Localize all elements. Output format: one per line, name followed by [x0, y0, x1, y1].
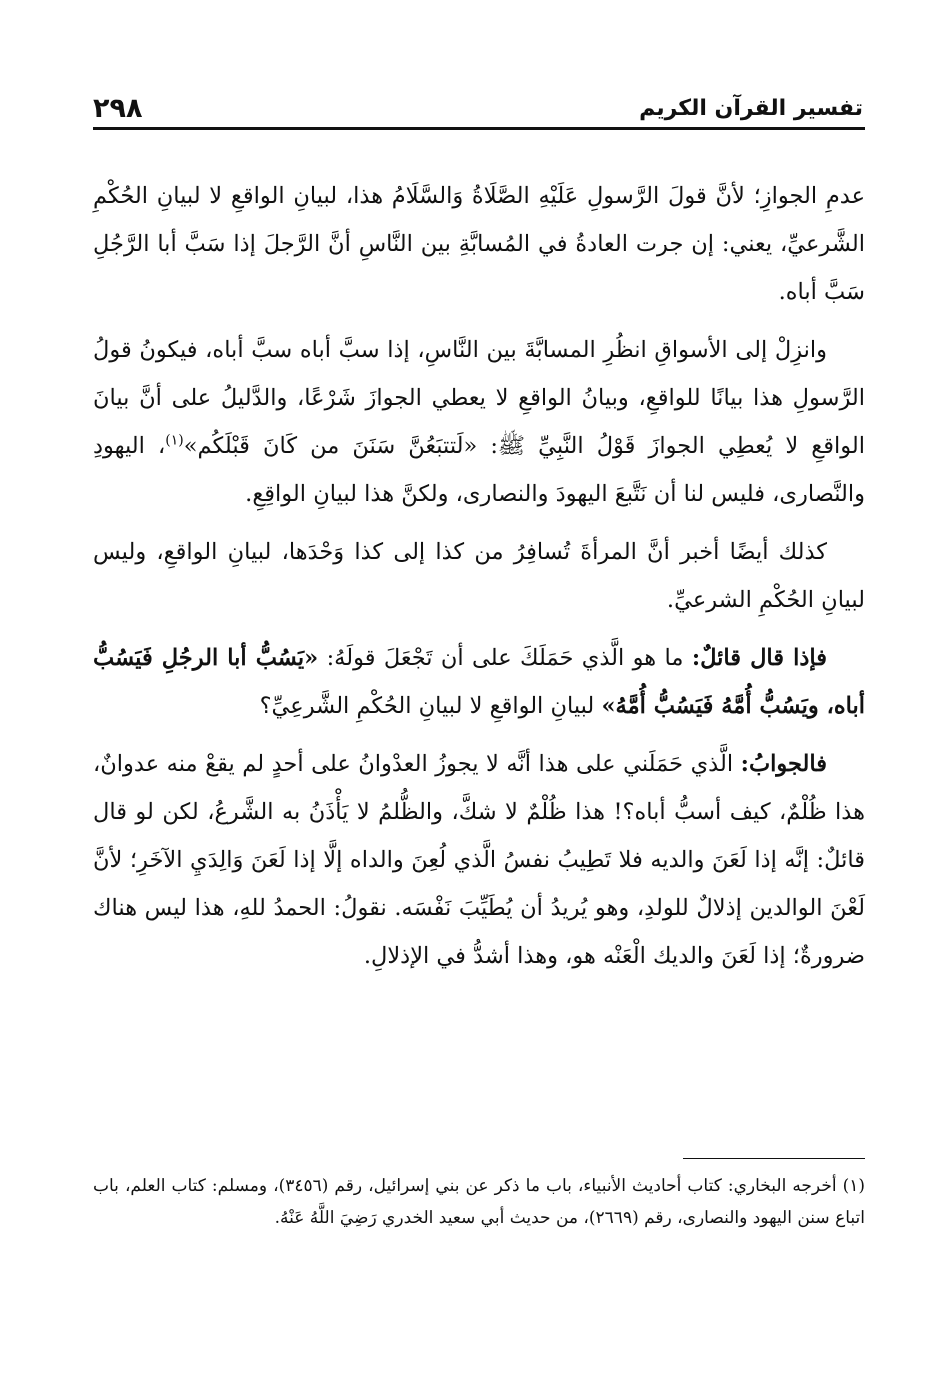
paragraph-2-text-a: وانزِلْ إلى الأسواقِ انظُرِ المسابَّةَ بين النَّاسِ، إذا سبَّ أباه سبَّ أباه، فيكونُ قولُ الرَّسولِ هذا بيانًا للواقعِ، وبيانُ الواقعِ لا يعطي الجوازَ شَرْعًا، والدَّليلُ على أنَّ بيانَ الواقعِ لا يُعطِي الجوازَ قَوْلُ النَّبِيِّ ﷺ: «لَتتبَعُنَّ سَنَنَ من كَانَ قَبْلَكُم» [93, 337, 866, 459]
paragraph-1-text: عدمِ الجوازِ؛ لأنَّ قولَ الرَّسولِ عَلَيْهِ الصَّلَاةُ وَالسَّلَامُ هذا، لبيانِ الواقعِ لا لبيانِ الحُكْمِ الشَّرعيِّ، يعني: إن جرت العادةُ في المُسابَّةِ بين النَّاسِ أنَّ الرَّجلَ إذا سَبَّ أبا الرَّجُلِ سَبَّ أباه. [93, 183, 865, 305]
question-lead: فإذا قال قائلٌ: [691, 645, 827, 671]
footnote-divider [683, 1158, 865, 1159]
paragraph-1 [93, 172, 865, 316]
footnote-1: (١) أخرجه البخاري: كتاب أحاديث الأنبياء، باب ما ذكر عن بني إسرائيل، رقم (٣٤٥٦)، ومسلم: كتاب العلم، باب اتباع سنن اليهود والنصارى، رقم (٢٦٦٩)، من حديث أبي سعيد الخدري رَضِيَ اللَّهُ عَنْهُ. [93, 1176, 865, 1228]
paragraph-2 [93, 326, 865, 518]
page-number: ٢٩٨ [93, 93, 143, 124]
paragraph-2-text-b: ، اليهودِ والنَّصارى، فليس لنا أن نَتَّبعَ اليهودَ والنصارى، ولكنَّ هذا لبيانِ الواقِعِ. [93, 433, 865, 507]
paragraph-4-text-b: لبيانِ الواقعِ لا لبيانِ الحُكْمِ الشَّرعِيِّ؟ [259, 693, 602, 719]
answer-lead: فالجوابُ: [740, 751, 827, 777]
paragraph-4-text-a: ما هو الَّذي حَمَلَكَ على أن تَجْعَلَ قولَهُ: [318, 645, 692, 671]
footnotes [93, 1170, 865, 1234]
running-title: تفسير القرآن الكريم [639, 96, 863, 121]
hadith-quote: «يَسُبُّ أبا الرجُلِ فَيَسُبُّ أباه، ويَسُبُّ أُمَّهُ فَيَسُبُّ أُمَّهُ» [93, 645, 865, 719]
paragraph-3-text: كذلك أيضًا أخبر أنَّ المرأةَ تُسافِرُ من كذا إلى كذا وَحْدَها، لبيانِ الواقعِ، وليس لبيانِ الحُكْمِ الشرعيِّ. [93, 539, 865, 613]
main-text [93, 172, 865, 980]
page-header [93, 92, 863, 132]
paragraph-5-text: الَّذي حَمَلَني على هذا أنَّه لا يجوزُ العدْوانُ على أحدٍ لم يقعْ منه عدوانٌ، هذا ظُلْمٌ، كيف أسبُّ أباه؟! هذا ظُلْمٌ لا شكَّ، والظُّلمُ لا يَأْذَنُ به الشَّرعُ، لكن لو قال قائلٌ: إنَّه إذا لَعَنَ والديه فلا تَطِيبُ نفسُ الَّذي لُعِنَ والداه إلَّا إذا لَعَنَ وَالِدَيِ الآخَرِ؛ لأنَّ لَعْنَ الوالدين إذلالٌ للولدِ، وهو يُريدُ أن يُطَيِّبَ نَفْسَه. نقولُ: الحمدُ للهِ، هذا ليس هناك ضرورةٌ؛ إذا لَعَنَ والديك الْعَنْه هو، وهذا أشدُّ في الإذلالِ. [93, 751, 865, 969]
paragraph-4 [93, 634, 865, 730]
footnote-reference-1[interactable]: (١) [165, 432, 184, 449]
header-divider [93, 127, 865, 130]
paragraph-3 [93, 528, 865, 624]
paragraph-5 [93, 740, 865, 980]
